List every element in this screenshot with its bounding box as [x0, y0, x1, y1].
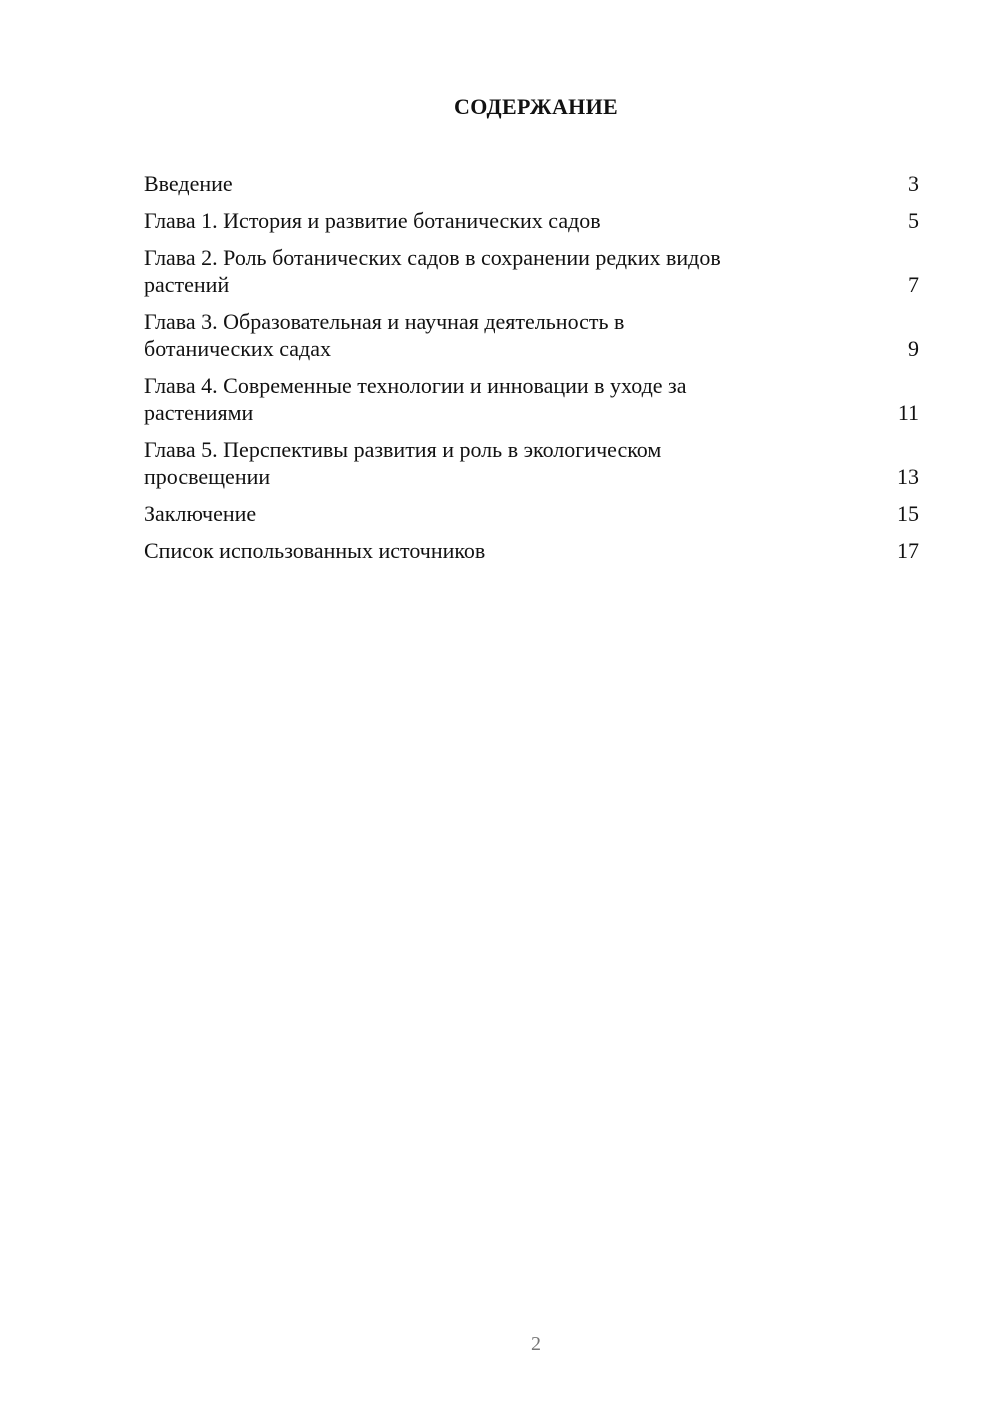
toc-entry-page: 17 — [897, 538, 919, 563]
toc-entry-label: Глава 2. Роль ботанических садов в сохранении редких видов растений — [144, 245, 721, 297]
toc-entry-chapter-4 — [144, 372, 919, 426]
toc-entry-conclusion — [144, 500, 919, 527]
toc-entry-label: Глава 1. История и развитие ботанических садов — [144, 208, 601, 233]
toc-entry-page: 11 — [897, 400, 919, 425]
toc-entry-page: 13 — [897, 464, 919, 489]
toc-entry-label: Глава 4. Современные технологии и инновации в уходе за растениями — [144, 373, 687, 425]
toc-entry-chapter-5 — [144, 436, 919, 490]
toc-entry-label: Введение — [144, 171, 233, 196]
toc-entry-page: 7 — [908, 272, 919, 297]
toc-entry-introduction — [144, 170, 919, 197]
toc-entry-chapter-2 — [144, 244, 919, 298]
toc-entry-label: Список использованных источников — [144, 538, 486, 563]
toc-entry-label: Заключение — [144, 501, 257, 526]
toc-entry-label: Глава 5. Перспективы развития и роль в экологическом просвещении — [144, 437, 662, 489]
table-of-contents — [144, 170, 919, 574]
toc-entry-page: 5 — [908, 208, 919, 233]
toc-entry-references — [144, 537, 919, 564]
page-title: СОДЕРЖАНИЕ — [454, 94, 618, 119]
toc-entry-chapter-1 — [144, 207, 919, 234]
toc-entry-page: 15 — [897, 501, 919, 526]
toc-entry-page: 9 — [908, 336, 919, 361]
toc-entry-label: Глава 3. Образовательная и научная деятельность в ботанических садах — [144, 309, 625, 361]
toc-entry-chapter-3 — [144, 308, 919, 362]
page-number: 2 — [531, 1333, 541, 1355]
toc-entry-page: 3 — [908, 171, 919, 196]
